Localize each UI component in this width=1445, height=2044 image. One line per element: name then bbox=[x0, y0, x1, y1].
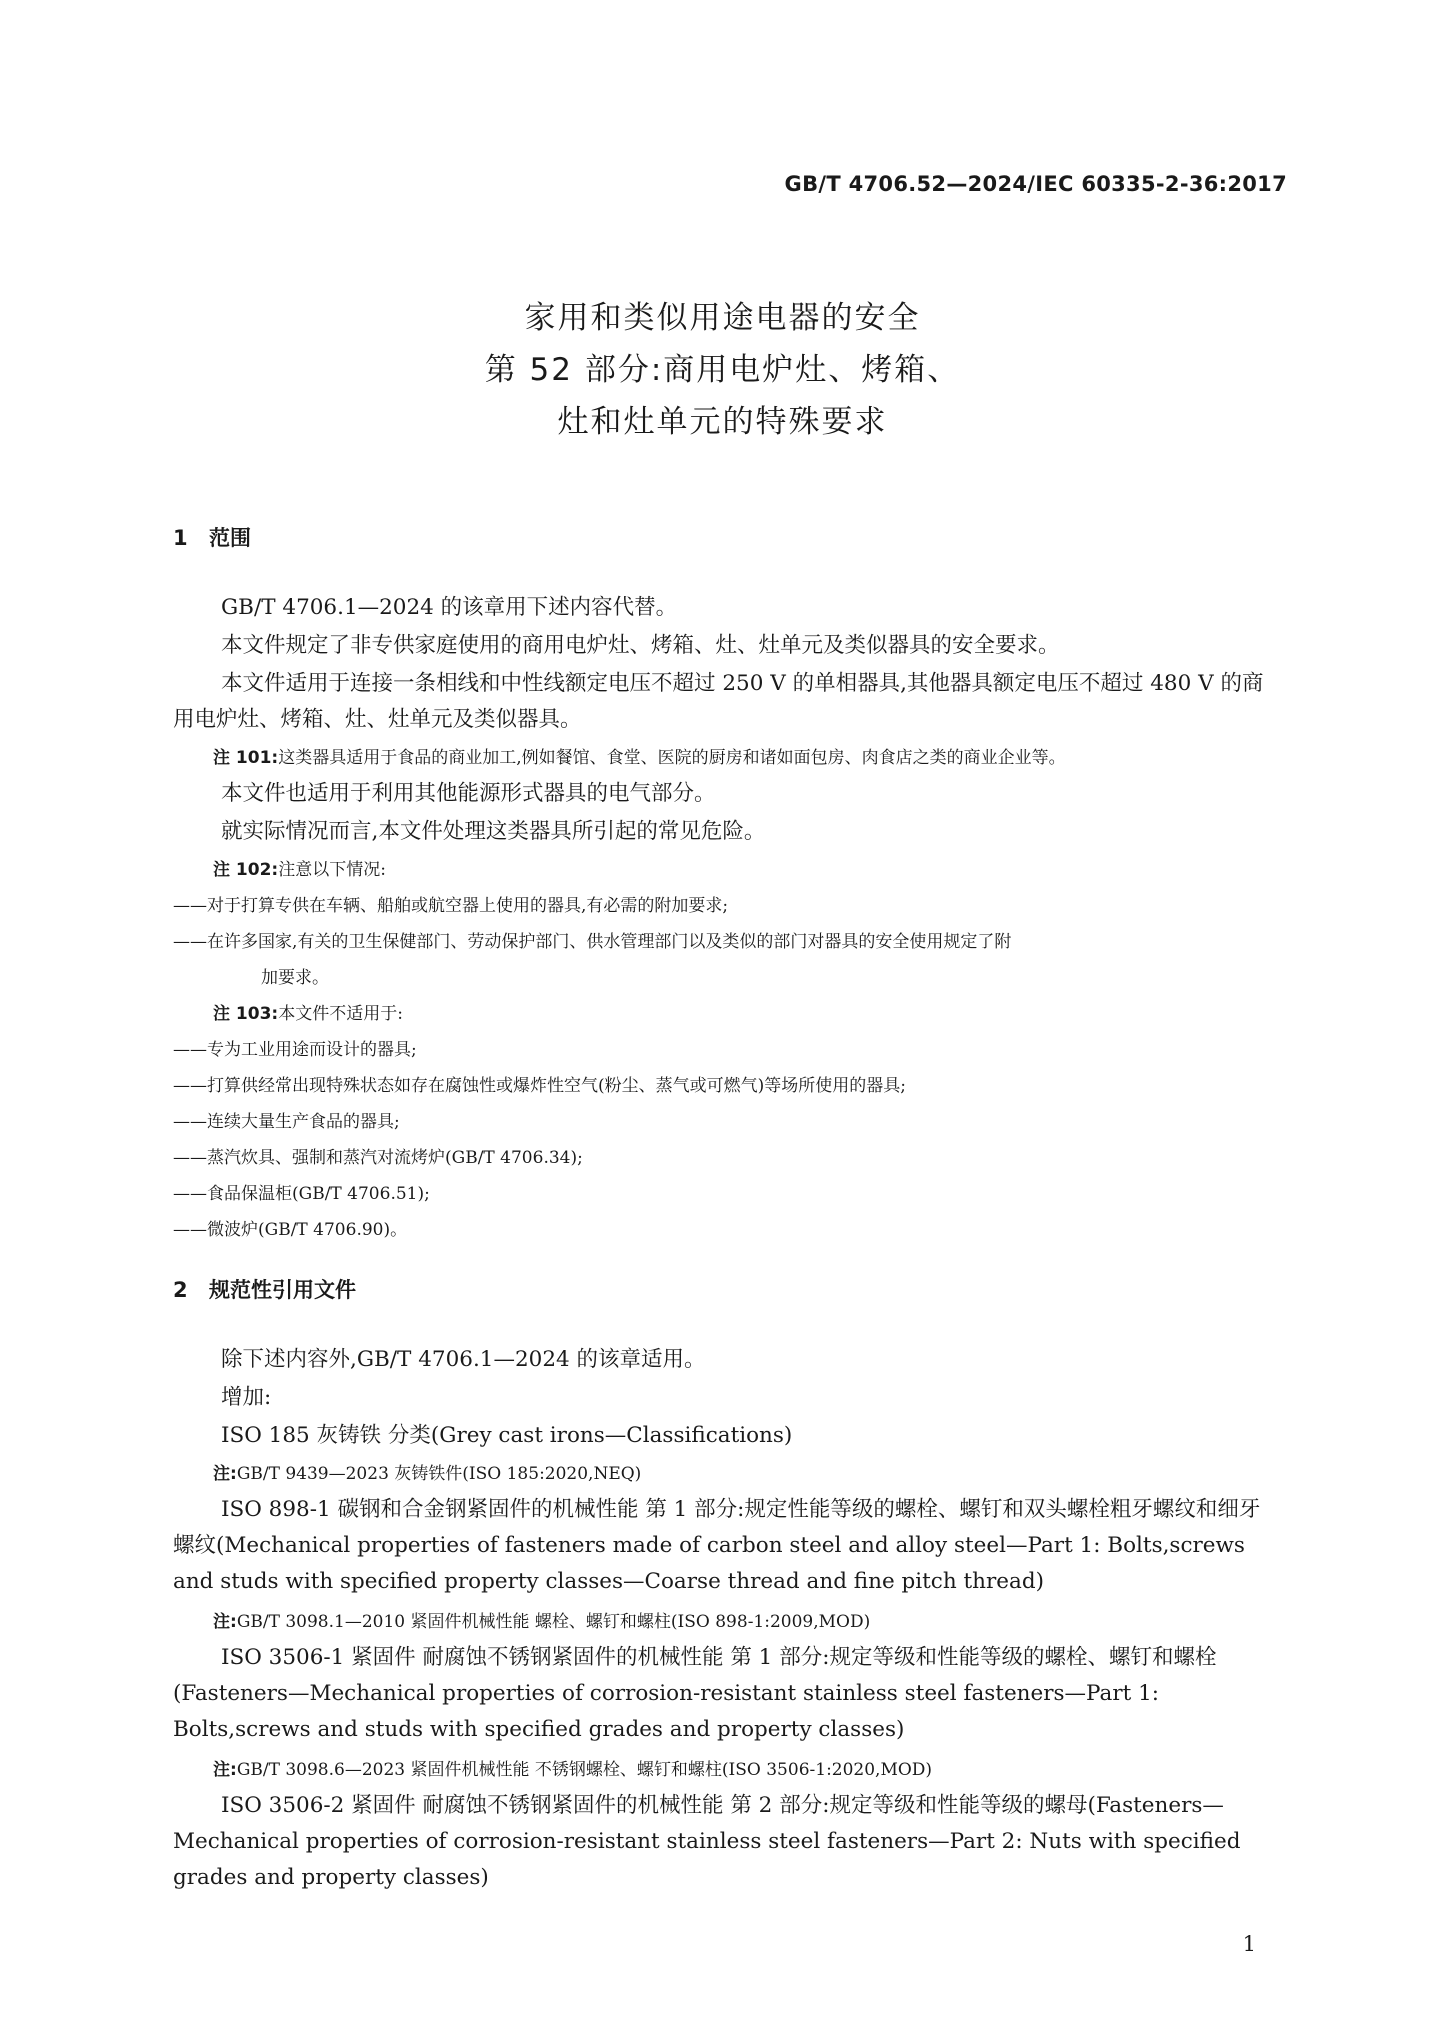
list-item: ——在许多国家,有关的卫生保健部门、劳动保护部门、供水管理部门以及类似的部门对器具的安全使用规定了附 bbox=[173, 932, 1012, 952]
note-text: GB/T 3098.6—2023 紧固件机械性能 不锈钢螺栓、螺钉和螺柱(ISO 3506-1:2020,MOD) bbox=[236, 1760, 933, 1780]
title-line-2: 第 52 部分:商用电炉灶、烤箱、 bbox=[484, 352, 961, 388]
section-title: 范围 bbox=[209, 526, 251, 550]
reference-note bbox=[213, 1752, 1281, 1788]
note-102 bbox=[213, 852, 1281, 888]
paragraph: 增加: bbox=[221, 1385, 272, 1410]
reference-note bbox=[213, 1456, 1281, 1492]
note-text: 本文件不适用于: bbox=[278, 1004, 403, 1024]
note-text: GB/T 9439—2023 灰铸铁件(ISO 185:2020,NEQ) bbox=[236, 1464, 642, 1484]
reference-entry: ISO 185 灰铸铁 分类(Grey cast irons—Classifications) bbox=[221, 1423, 793, 1448]
paragraph: GB/T 4706.1—2024 的该章用下述内容代替。 bbox=[221, 595, 678, 620]
note-label: 注 101: bbox=[213, 748, 279, 768]
reference-entry: ISO 898-1 碳钢和合金钢紧固件的机械性能 第 1 部分:规定性能等级的螺栓、螺钉和双头螺栓粗牙螺纹和细牙螺纹(Mechanical properties of fasteners made of carbon steel and alloy steel—Part 1: Bolts,screws and studs with specified property classes—Coarse thread and fine pitch thread) bbox=[173, 1497, 1261, 1594]
list-item: ——对于打算专供在车辆、船舶或航空器上使用的器具,有必需的附加要求; bbox=[173, 896, 729, 916]
section-number: 2 bbox=[173, 1278, 188, 1302]
note-text: 注意以下情况: bbox=[278, 860, 386, 880]
list-item: ——打算供经常出现特殊状态如存在腐蚀性或爆炸性空气(粉尘、蒸气或可燃气)等场所使用的器具; bbox=[173, 1076, 906, 1096]
list-item: ——食品保温柜(GB/T 4706.51); bbox=[173, 1184, 430, 1204]
note-101 bbox=[213, 740, 1281, 776]
note-text: GB/T 3098.1—2010 紧固件机械性能 螺栓、螺钉和螺柱(ISO 898-1:2009,MOD) bbox=[236, 1612, 871, 1632]
list-item: ——蒸汽炊具、强制和蒸汽对流烤炉(GB/T 4706.34); bbox=[173, 1148, 583, 1168]
page-number: 1 bbox=[1242, 1932, 1256, 1956]
list-item-continuation: 加要求。 bbox=[261, 968, 329, 988]
section-2-heading bbox=[173, 1274, 356, 1304]
note-label: 注 102: bbox=[213, 860, 279, 880]
document-title bbox=[0, 292, 1445, 448]
note-label: 注 103: bbox=[213, 1004, 279, 1024]
standard-code: GB/T 4706.52—2024/IEC 60335-2-36:2017 bbox=[784, 172, 1287, 196]
list-item: ——专为工业用途而设计的器具; bbox=[173, 1040, 417, 1060]
section-number: 1 bbox=[173, 526, 188, 550]
note-label: 注: bbox=[213, 1612, 237, 1632]
list-item: ——微波炉(GB/T 4706.90)。 bbox=[173, 1220, 408, 1240]
paragraph: 本文件适用于连接一条相线和中性线额定电压不超过 250 V 的单相器具,其他器具额定电压不超过 480 V 的商用电炉灶、烤箱、灶、灶单元及类似器具。 bbox=[173, 671, 1264, 732]
list-item: ——连续大量生产食品的器具; bbox=[173, 1112, 400, 1132]
note-text: 这类器具适用于食品的商业加工,例如餐馆、食堂、医院的厨房和诸如面包房、肉食店之类的商业企业等。 bbox=[278, 748, 1066, 768]
reference-note bbox=[213, 1604, 1281, 1640]
paragraph: 本文件也适用于利用其他能源形式器具的电气部分。 bbox=[221, 781, 716, 806]
note-label: 注: bbox=[213, 1464, 237, 1484]
paragraph: 就实际情况而言,本文件处理这类器具所引起的常见危险。 bbox=[221, 819, 766, 844]
title-line-1: 家用和类似用途电器的安全 bbox=[524, 300, 921, 336]
reference-entry: ISO 3506-1 紧固件 耐腐蚀不锈钢紧固件的机械性能 第 1 部分:规定等级和性能等级的螺栓、螺钉和螺栓(Fasteners—Mechanical properties of corrosion-resistant stainless steel fasteners—Part 1: Bolts,screws and studs with specified grades and property classes) bbox=[173, 1645, 1217, 1742]
title-line-3: 灶和灶单元的特殊要求 bbox=[557, 404, 888, 440]
note-103 bbox=[213, 996, 1281, 1032]
section-title: 规范性引用文件 bbox=[209, 1278, 356, 1302]
section-1-heading bbox=[173, 522, 251, 552]
paragraph: 本文件规定了非专供家庭使用的商用电炉灶、烤箱、灶、灶单元及类似器具的安全要求。 bbox=[221, 633, 1060, 658]
note-label: 注: bbox=[213, 1760, 237, 1780]
paragraph: 除下述内容外,GB/T 4706.1—2024 的该章适用。 bbox=[221, 1347, 706, 1372]
reference-entry: ISO 3506-2 紧固件 耐腐蚀不锈钢紧固件的机械性能 第 2 部分:规定等级和性能等级的螺母(Fasteners—Mechanical properties of corrosion-resistant stainless steel fasteners—Part 2: Nuts with specified grades and property classes) bbox=[173, 1793, 1241, 1890]
